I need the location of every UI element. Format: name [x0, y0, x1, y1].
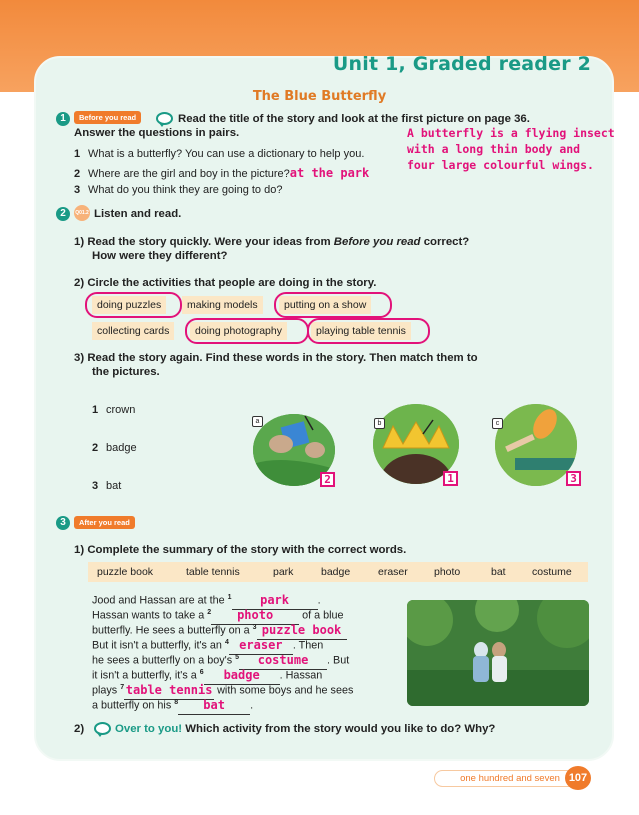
section-2-instruction: Listen and read. [94, 208, 182, 220]
match-word: 2 badge [92, 442, 137, 454]
answer-circle [185, 318, 309, 344]
word-bank [88, 562, 588, 582]
speech-bubble-icon [94, 722, 111, 735]
summary-line: Jood and Hassan are at the $^1$ park . [92, 590, 321, 610]
picture-label: a [252, 416, 263, 427]
picture-label: c [492, 418, 503, 429]
park-scene-illustration [407, 600, 589, 706]
section-3-q2: 2) [74, 723, 85, 735]
activity-chip: making models [182, 296, 263, 314]
section-2-q1: 1) Read the story quickly. Were your ideas from Before you read correct? [74, 236, 470, 248]
word-bank-item: table tennis [186, 566, 240, 578]
question-1-3: 3 What do you think they are going to do? [74, 184, 283, 196]
section-3-q2-text: Over to you! Which activity from the story would you like to do? Why? [115, 723, 496, 735]
picture-answer: 3 [566, 471, 581, 486]
summary-line: a butterfly on his $^8$ bat . [92, 695, 253, 715]
summary-line: he sees a butterfly on a boy's $^5$ costume . But [92, 650, 349, 670]
answer-at-the-park: at the park [289, 166, 370, 180]
section-2-q2: 2) Circle the activities that people are doing in the story. [74, 277, 377, 289]
question-1-1: 1 What is a butterfly? You can use a dictionary to help you. [74, 148, 365, 160]
section-2-q3: 3) Read the story again. Find these words in the story. Then match them to [74, 352, 478, 364]
activity-chip: doing puzzles [92, 296, 166, 314]
answer-circle [274, 292, 392, 318]
answer-circle [85, 292, 182, 318]
activity-chip: doing photography [190, 322, 287, 340]
word-bank-item: bat [491, 566, 506, 578]
speech-bubble-icon [156, 112, 173, 125]
picture-bat [495, 404, 577, 486]
summary-line: plays $^7$ table tennis with some boys and he sees [92, 680, 353, 700]
word-bank-item: photo [434, 566, 461, 578]
word-bank-item: park [273, 566, 294, 578]
picture-answer: 2 [320, 472, 335, 487]
match-word: 1 crown [92, 404, 136, 416]
section-3-number: 3 [56, 516, 70, 530]
activity-chip: collecting cards [92, 322, 174, 340]
activity-chip: playing table tennis [311, 322, 411, 340]
answer-circle [307, 318, 430, 344]
summary-line: it isn't a butterfly, it's a $^6$ badge . Hassan [92, 665, 322, 685]
page-number-words: one hundred and seven [434, 770, 586, 787]
match-word: 3 bat [92, 480, 122, 492]
story-illustration [407, 600, 589, 706]
section-1-instruction: Read the title of the story and look at the first picture on page 36. [178, 113, 530, 125]
before-you-read-tag: Before you read [74, 111, 141, 124]
picture-label: b [374, 418, 385, 429]
page-number: 107 [565, 766, 591, 790]
summary-line: Hassan wants to take a $^2$ photo of a blue [92, 605, 344, 625]
activity-chip: putting on a show [279, 296, 371, 314]
after-you-read-tag: After you read [74, 516, 135, 529]
bat-illustration [495, 404, 577, 486]
section-3-q1: 1) Complete the summary of the story with the correct words. [74, 544, 407, 556]
butterfly-definition-note: A butterfly is a flying insect with a long thin body and four large colourful wings. [407, 126, 615, 172]
audio-icon[interactable]: Q01.2 [74, 205, 90, 221]
word-bank-item: puzzle book [97, 566, 154, 578]
story-title: The Blue Butterfly [252, 89, 387, 104]
section-2-number: 2 [56, 207, 70, 221]
word-bank-item: costume [532, 566, 572, 578]
picture-answer: 1 [443, 471, 458, 486]
question-1-2: 2 Where are the girl and boy in the picture?at the park [74, 166, 370, 180]
unit-title: Unit 1, Graded reader 2 [332, 53, 591, 75]
summary-line: But it isn't a butterfly, it's an $^4$ eraser . Then [92, 635, 323, 655]
section-2-q1-line2: How were they different? [92, 250, 228, 262]
section-1-number: 1 [56, 112, 70, 126]
word-bank-item: eraser [378, 566, 408, 578]
section-1-instruction-2: Answer the questions in pairs. [74, 127, 240, 139]
summary-line: butterfly. He sees a butterfly on a $^3$ puzzle book [92, 620, 347, 640]
word-bank-item: badge [321, 566, 351, 578]
section-2-q3-line2: the pictures. [92, 366, 160, 378]
